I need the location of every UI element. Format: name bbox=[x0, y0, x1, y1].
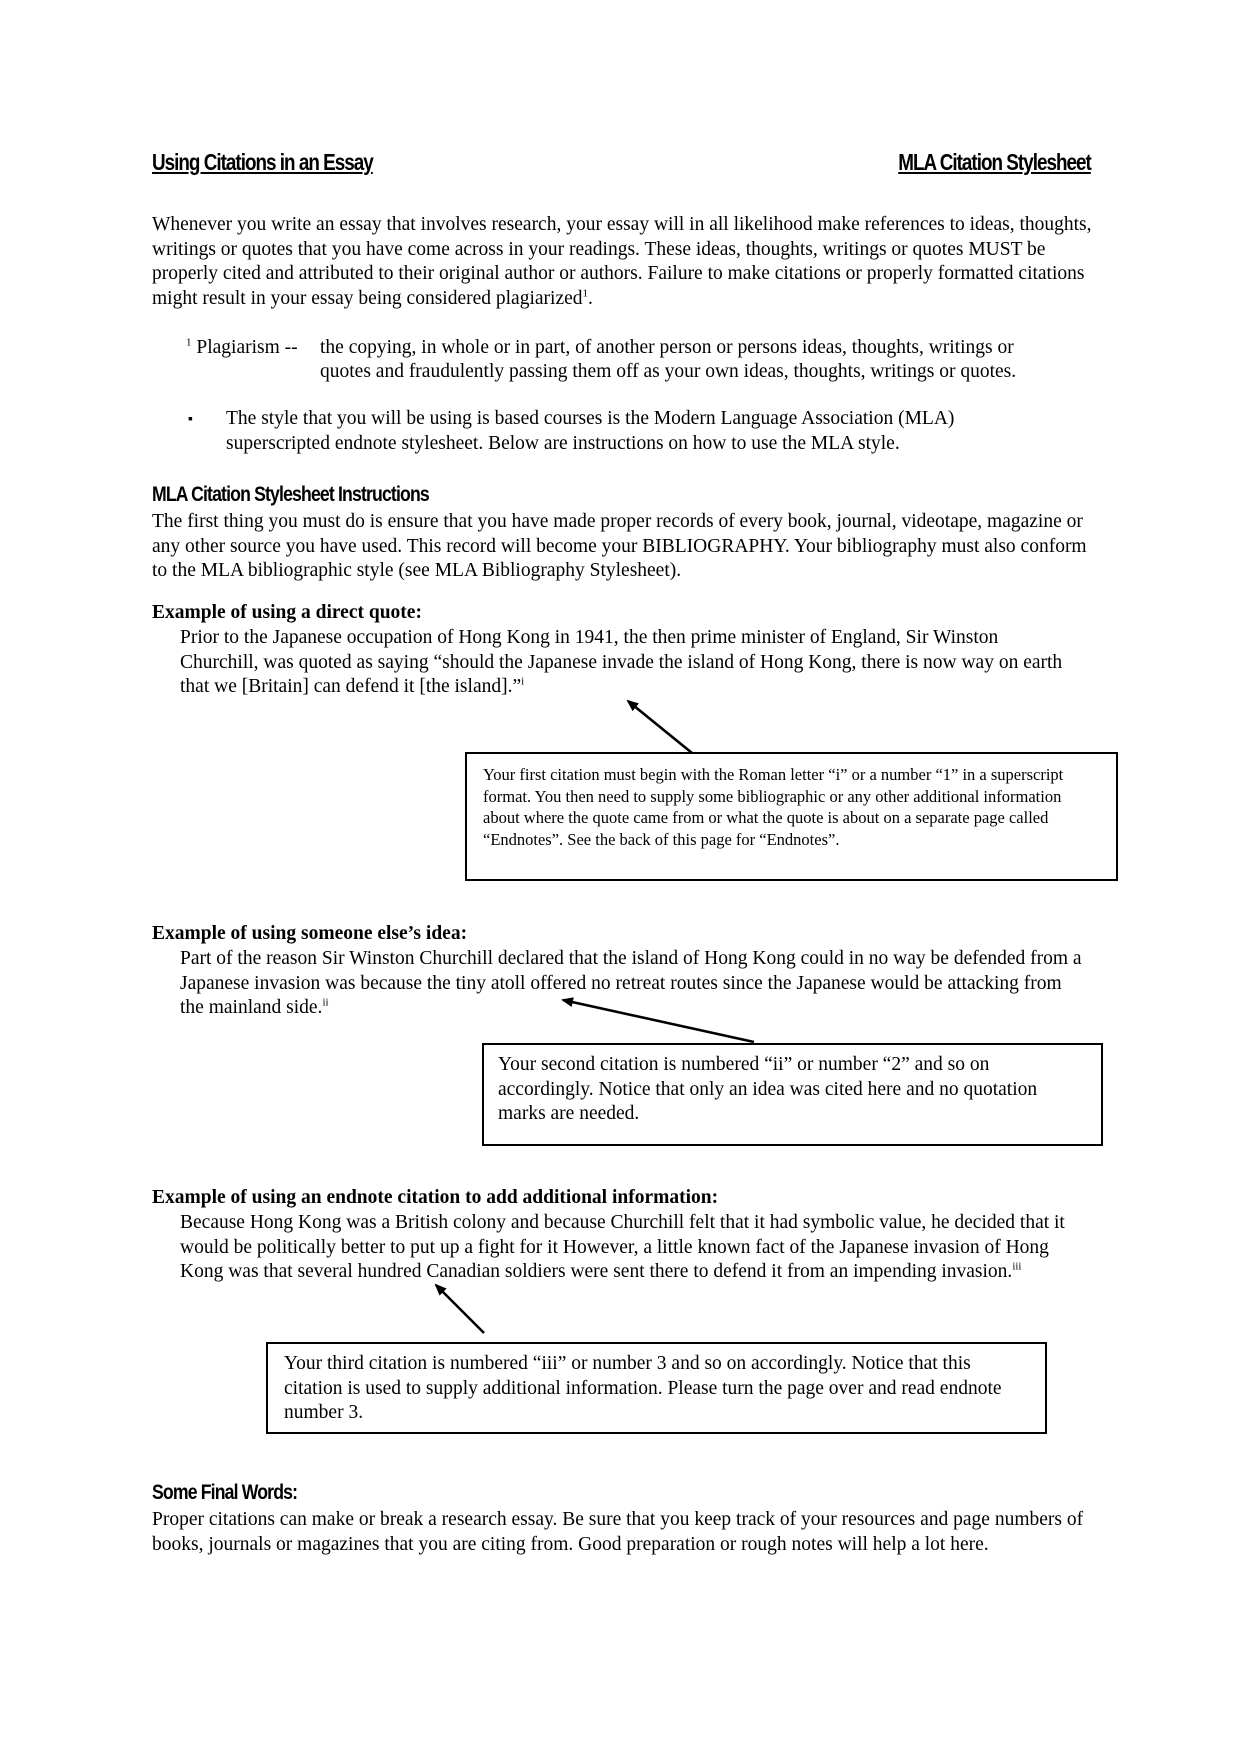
final-heading: Some Final Words: bbox=[152, 1481, 298, 1504]
header-left-title: Using Citations in an Essay bbox=[152, 149, 373, 175]
callout-box-1: Your first citation must begin with the Roman letter “i” or a number “1” in a superscript format. You then need to supply some bibliographic or any other additional information about where the quote came from or what the quote is about on a separate page called “Endnotes”. See the back of this page for “Endnotes”. bbox=[465, 752, 1118, 881]
callout-box-2: Your second citation is numbered “ii” or number “2” and so on accordingly. Notice that only an idea was cited here and no quotation marks are needed. bbox=[482, 1043, 1103, 1146]
intro-end: . bbox=[588, 287, 593, 309]
example2-label: Example of using someone else’s idea: bbox=[152, 923, 468, 944]
final-text: Proper citations can make or break a research essay. Be sure that you keep track of your resources and page numbers of books, journals or magazines that you are citing from. Good preparation or rough notes will help a lot here. bbox=[152, 1509, 1084, 1555]
instructions-text: The first thing you must do is ensure that you have made proper records of every book, journal, videotape, magazine or any other source you have used. This record will become your BIBLIOGRAPHY. Your bibliography must also conform to the MLA bibliographic style (see MLA Bibliography Stylesheet). bbox=[152, 511, 1087, 581]
instructions-heading: MLA Citation Stylesheet Instructions bbox=[152, 483, 429, 506]
example3-label: Example of using an endnote citation to add additional information: bbox=[152, 1187, 719, 1208]
bullet-text: The style that you will be using is based courses is the Modern Language Association (MLA) superscripted endnote stylesheet. Below are instructions on how to use the MLA style. bbox=[226, 408, 955, 454]
example3-paragraph bbox=[180, 1211, 1085, 1285]
callout-box-3: Your third citation is numbered “iii” or number 3 and so on accordingly. Notice that this citation is used to supply additional information. Please turn the page over and read endnote number 3. bbox=[266, 1342, 1047, 1434]
footnote-term: Plagiarism -- bbox=[196, 337, 298, 358]
header-right-title: MLA Citation Stylesheet bbox=[898, 149, 1091, 175]
example1-text: Prior to the Japanese occupation of Hong Kong in 1941, the then prime minister of England, Sir Winston Churchill, was quoted as saying “should the Japanese invade the island of Hong Kong, there is now way on earth that we [Britain] can defend it [the island].” bbox=[180, 627, 1063, 697]
intro-footnote-mark: 1 bbox=[582, 287, 589, 299]
footnote-line-2: quotes and fraudulently passing them off as your own ideas, thoughts, writings or quotes. bbox=[320, 361, 1017, 382]
example2-mark: ii bbox=[322, 996, 329, 1009]
footnote-mark: 1 bbox=[186, 336, 192, 349]
intro-text: Whenever you write an essay that involves research, your essay will in all likelihood make references to ideas, thoughts, writings or quotes that you have come across in your readings. These ideas, thoughts, writings or quotes MUST be properly cited and attributed to their original author or authors. Failure to make citations or properly formatted citations might result in your essay being considered plagiarized bbox=[152, 214, 1092, 309]
footnote-line-1: the copying, in whole or in part, of another person or persons ideas, thoughts, writings or bbox=[320, 337, 1014, 358]
example1-mark: i bbox=[521, 675, 525, 688]
example3-mark: iii bbox=[1012, 1260, 1022, 1273]
bullet-icon: ▪ bbox=[188, 412, 193, 427]
example2-paragraph bbox=[180, 947, 1085, 1021]
example1-label: Example of using a direct quote: bbox=[152, 602, 422, 623]
example2-text: Part of the reason Sir Winston Churchill declared that the island of Hong Kong could in no way be defended from a Japanese invasion was because the tiny atoll offered no retreat routes since the Japanese would be attacking from the mainland side. bbox=[180, 948, 1082, 1018]
example3-text: Because Hong Kong was a British colony and because Churchill felt that it had symbolic value, he decided that it would be politically better to put up a fight for it However, a little known fact of the Japanese invasion of Hong Kong was that several hundred Canadian soldiers were sent there to defend it from an impending invasion. bbox=[180, 1212, 1065, 1282]
